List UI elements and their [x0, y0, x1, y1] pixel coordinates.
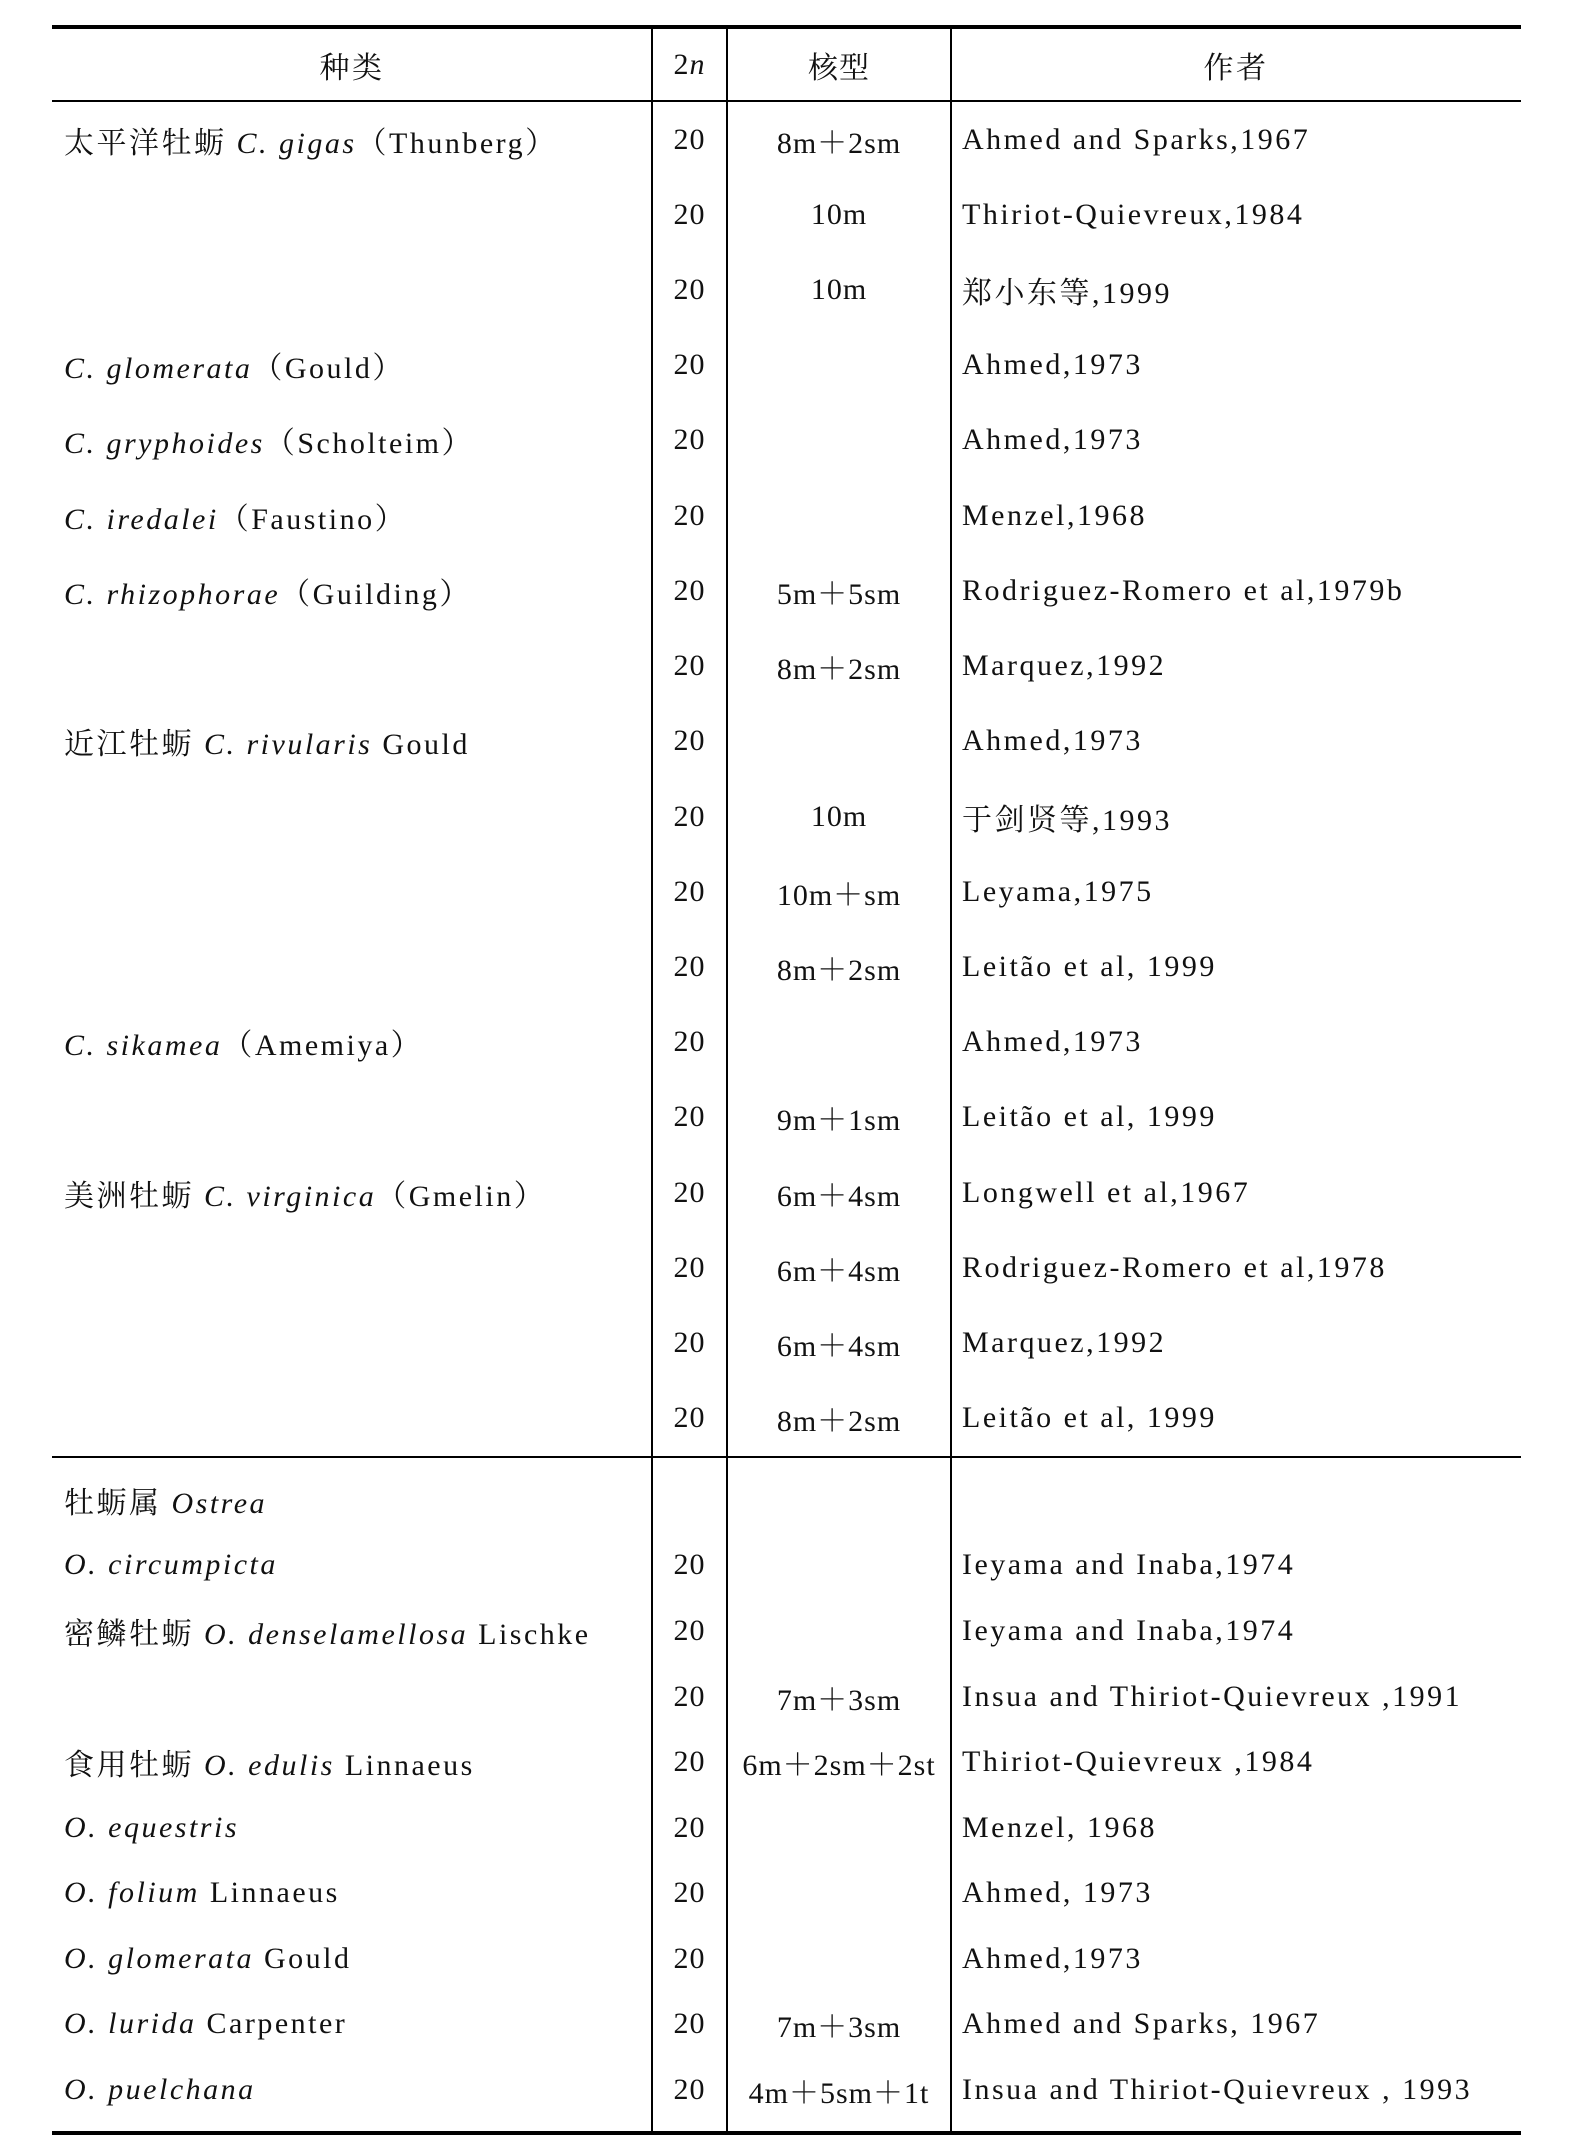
diploid-number-cell: 20	[673, 1326, 706, 1360]
table-row	[52, 1306, 1521, 1381]
author-cell: Ieyama and Inaba,1974	[962, 1548, 1296, 1582]
diploid-number-cell: 20	[673, 1613, 706, 1647]
diploid-number-cell: 20	[673, 874, 706, 908]
header-diploid-number	[652, 48, 727, 82]
species-cell	[52, 2007, 652, 2041]
table-row	[52, 1795, 1521, 1861]
species-name-part: O. edulis	[204, 1749, 335, 1783]
species-cell	[52, 1171, 652, 1215]
species-name-part: 牡蛎属	[64, 1486, 172, 1520]
author-cell: Ahmed,1973	[962, 724, 1143, 758]
species-cell	[52, 569, 652, 613]
diploid-number-cell: 20	[673, 273, 706, 307]
table-row	[52, 1926, 1521, 1992]
species-cell	[52, 1942, 652, 1976]
species-name-part: Ostrea	[171, 1486, 268, 1520]
karyotype-cell: 7m＋3sm	[776, 2011, 902, 2045]
author-cell: Insua and Thiriot-Quievreux ,1991	[962, 1679, 1463, 1713]
author-cell: Thiriot-Quievreux ,1984	[962, 1745, 1315, 1779]
species-cell	[52, 418, 652, 462]
karyotype-cell: 10m	[810, 273, 868, 307]
karyotype-cell: 6m＋2sm＋2st	[742, 1749, 936, 1783]
karyotype-cell: 8m＋2sm	[776, 653, 902, 687]
table-row	[52, 779, 1521, 854]
table-row	[52, 1992, 1521, 2058]
species-name-part: Carpenter	[196, 2007, 348, 2041]
species-cell	[52, 1740, 652, 1784]
species-cell	[52, 1020, 652, 1064]
species-cell	[52, 1811, 652, 1845]
header-diploid-var: n	[689, 47, 706, 81]
species-name-part: O. lurida	[64, 2007, 197, 2041]
species-cell	[52, 719, 652, 763]
species-cell	[52, 1609, 652, 1653]
diploid-number-cell: 20	[673, 122, 706, 156]
table-row	[52, 2057, 1521, 2123]
diploid-number-cell: 20	[673, 724, 706, 758]
diploid-number-cell: 20	[673, 1810, 706, 1844]
table-section	[52, 102, 1521, 1456]
species-name-part: C. rivularis	[204, 728, 373, 762]
species-name-part: 密鳞牡蛎	[64, 1617, 204, 1651]
diploid-number-cell: 20	[673, 197, 706, 231]
species-name-part: O. denselamellosa	[204, 1617, 469, 1651]
karyotype-cell: 4m＋5sm＋1t	[748, 2077, 930, 2111]
species-name-part: C. glomerata	[64, 352, 253, 386]
karyotype-cell: 8m＋2sm	[776, 126, 902, 160]
table-row	[52, 1467, 1521, 1533]
species-name-part: 近江牡蛎	[64, 728, 204, 762]
species-cell	[52, 343, 652, 387]
species-name-part: O. circumpicta	[64, 1548, 278, 1582]
species-name-part: 太平洋牡蛎	[64, 126, 237, 160]
species-name-part: C. virginica	[204, 1179, 377, 1213]
author-cell: Ahmed and Sparks,1967	[962, 122, 1311, 156]
author-cell: Rodriguez-Romero et al,1979b	[962, 573, 1405, 607]
author-cell: Marquez,1992	[962, 1326, 1167, 1360]
species-name-part: O. puelchana	[64, 2073, 256, 2107]
author-cell: Leyama,1975	[962, 874, 1154, 908]
author-cell: Ahmed,1973	[962, 1025, 1143, 1059]
diploid-number-cell: 20	[673, 1100, 706, 1134]
author-cell: 郑小东等,1999	[962, 277, 1172, 311]
diploid-number-cell: 20	[673, 2007, 706, 2041]
karyotype-cell: 8m＋2sm	[776, 954, 902, 988]
author-cell: Marquez,1992	[962, 649, 1167, 683]
species-name-part: O. folium	[64, 1876, 200, 1910]
author-cell: Leitão et al, 1999	[962, 950, 1217, 984]
author-cell: Menzel, 1968	[962, 1810, 1157, 1844]
species-name-part: C. sikamea	[64, 1029, 223, 1063]
table-row	[52, 704, 1521, 779]
header-species: 种类	[319, 51, 385, 85]
diploid-number-cell: 20	[673, 950, 706, 984]
species-name-part: （Amemiya）	[222, 1029, 424, 1063]
table-row	[52, 929, 1521, 1004]
author-cell: 于剑贤等,1993	[962, 803, 1172, 837]
table-row	[52, 177, 1521, 252]
species-cell	[52, 1548, 652, 1582]
species-name-part: （Scholteim）	[264, 427, 474, 461]
species-name-part: O. equestris	[64, 1810, 239, 1844]
diploid-number-cell: 20	[673, 573, 706, 607]
species-name-part: C. rhizophorae	[64, 577, 281, 611]
species-name-part: （Thunberg）	[356, 126, 558, 160]
author-cell: Longwell et al,1967	[962, 1175, 1251, 1209]
table-row	[52, 553, 1521, 628]
author-cell: Ahmed,1973	[962, 423, 1143, 457]
karyotype-cell: 9m＋1sm	[776, 1104, 902, 1138]
diploid-number-cell: 20	[673, 2073, 706, 2107]
table-row	[52, 1861, 1521, 1927]
author-cell: Thiriot-Quievreux,1984	[962, 197, 1305, 231]
table-row	[52, 102, 1521, 177]
diploid-number-cell: 20	[673, 1548, 706, 1582]
species-cell	[52, 1478, 652, 1522]
karyotype-cell: 8m＋2sm	[776, 1405, 902, 1439]
table-row	[52, 328, 1521, 403]
table-row	[52, 478, 1521, 553]
author-cell: Leitão et al, 1999	[962, 1100, 1217, 1134]
table-row	[52, 629, 1521, 704]
table-section	[52, 1456, 1521, 2131]
diploid-number-cell: 20	[673, 423, 706, 457]
diploid-number-cell: 20	[673, 1679, 706, 1713]
species-cell	[52, 118, 652, 162]
diploid-number-cell: 20	[673, 1250, 706, 1284]
karyotype-cell: 6m＋4sm	[776, 1179, 902, 1213]
species-cell	[52, 494, 652, 538]
header-author: 作者	[1203, 51, 1269, 85]
diploid-number-cell: 20	[673, 1941, 706, 1975]
species-name-part: 食用牡蛎	[64, 1749, 204, 1783]
diploid-number-cell: 20	[673, 1175, 706, 1209]
table-row	[52, 1080, 1521, 1155]
column-divider	[726, 29, 728, 2131]
author-cell: Ieyama and Inaba,1974	[962, 1613, 1296, 1647]
species-name-part: C. gryphoides	[64, 427, 265, 461]
karyotype-cell: 6m＋4sm	[776, 1254, 902, 1288]
diploid-number-cell: 20	[673, 348, 706, 382]
karyotype-cell: 6m＋4sm	[776, 1330, 902, 1364]
header-diploid-num: 2	[673, 47, 690, 81]
table-body	[52, 102, 1521, 2131]
species-cell	[52, 2073, 652, 2107]
diploid-number-cell: 20	[673, 1025, 706, 1059]
species-name-part: Gould	[372, 728, 470, 762]
table-row	[52, 1533, 1521, 1599]
table-row	[52, 1664, 1521, 1730]
species-cell	[52, 1876, 652, 1910]
species-name-part: C. iredalei	[64, 502, 219, 536]
author-cell: Ahmed,1973	[962, 1941, 1143, 1975]
species-name-part: （Faustino）	[218, 502, 408, 536]
table-header	[52, 29, 1521, 102]
author-cell: Rodriguez-Romero et al,1978	[962, 1250, 1387, 1284]
header-karyotype: 核型	[808, 51, 870, 85]
table-row	[52, 1598, 1521, 1664]
table-row	[52, 252, 1521, 327]
species-name-part: 美洲牡蛎	[64, 1179, 204, 1213]
diploid-number-cell: 20	[673, 1745, 706, 1779]
diploid-number-cell: 20	[673, 799, 706, 833]
table-row	[52, 1005, 1521, 1080]
species-name-part: （Gould）	[252, 352, 405, 386]
species-name-part: O. glomerata	[64, 1941, 254, 1975]
diploid-number-cell: 20	[673, 649, 706, 683]
karyotype-table	[52, 25, 1521, 2135]
table-row	[52, 403, 1521, 478]
table-row	[52, 1381, 1521, 1456]
species-name-part: Linnaeus	[199, 1876, 340, 1910]
diploid-number-cell: 20	[673, 1876, 706, 1910]
author-cell: Ahmed and Sparks, 1967	[962, 2007, 1321, 2041]
table-row	[52, 1155, 1521, 1230]
author-cell: Leitão et al, 1999	[962, 1401, 1217, 1435]
author-cell: Insua and Thiriot-Quievreux , 1993	[962, 2073, 1473, 2107]
karyotype-cell: 7m＋3sm	[776, 1683, 902, 1717]
species-name-part: （Gmelin）	[376, 1179, 547, 1213]
karyotype-cell: 10m＋sm	[776, 878, 902, 912]
species-name-part: C. gigas	[236, 126, 357, 160]
diploid-number-cell: 20	[673, 498, 706, 532]
author-cell: Ahmed, 1973	[962, 1876, 1153, 1910]
species-name-part: Gould	[254, 1941, 352, 1975]
species-name-part: （Guilding）	[280, 577, 472, 611]
table-row	[52, 1729, 1521, 1795]
column-divider	[950, 29, 952, 2131]
karyotype-cell: 10m	[810, 197, 868, 231]
author-cell: Menzel,1968	[962, 498, 1147, 532]
author-cell: Ahmed,1973	[962, 348, 1143, 382]
table-row	[52, 854, 1521, 929]
species-name-part: Lischke	[468, 1617, 591, 1651]
karyotype-cell: 10m	[810, 799, 868, 833]
table-row	[52, 1230, 1521, 1305]
karyotype-cell: 5m＋5sm	[776, 577, 902, 611]
column-divider	[651, 29, 653, 2131]
diploid-number-cell: 20	[673, 1401, 706, 1435]
species-name-part: Linnaeus	[334, 1749, 475, 1783]
